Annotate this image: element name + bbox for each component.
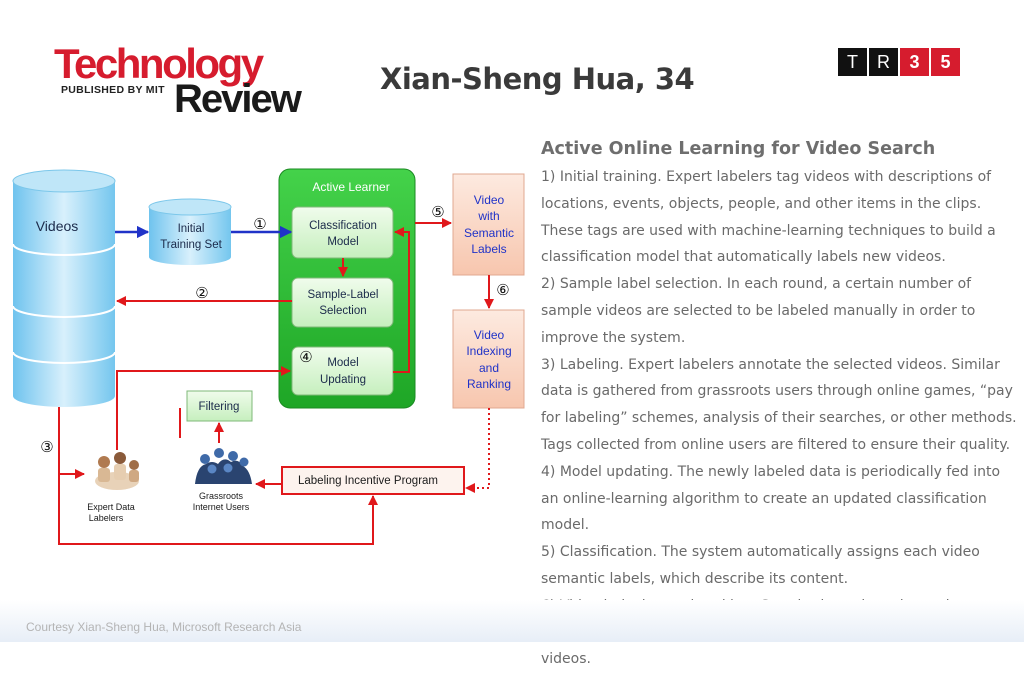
step-marker-2: ② <box>195 285 209 302</box>
badge-letter-r: R <box>869 48 898 76</box>
initial-training-set-label-2: Training Set <box>160 239 222 251</box>
article-step-4: 4) Model updating. The newly labeled data is periodically fed into an online-learning algorithm to create an updated classification model. <box>541 463 1001 534</box>
video-indexing-ranking-line-4: Ranking <box>466 377 512 391</box>
labeling-incentive-program-label: Labeling Incentive Program <box>298 475 438 487</box>
video-indexing-ranking-line-2: Indexing <box>466 344 512 358</box>
step-marker-1: ① <box>253 216 267 233</box>
article-heading: Active Online Learning for Video Search <box>541 139 936 159</box>
step-marker-5: ⑤ <box>431 204 445 221</box>
video-indexing-ranking-line-3: and <box>478 361 500 375</box>
videos-label: Videos <box>35 218 79 234</box>
courtesy-credit: Courtesy Xian-Sheng Hua, Microsoft Research Asia <box>26 620 302 634</box>
classification-model-label-1: Classification <box>309 220 377 232</box>
article-step-2: 2) Sample label selection. In each round, a certain number of sample videos are selected to be labeled manually in order to improve the system. <box>541 276 976 346</box>
step-marker-3: ③ <box>40 439 54 456</box>
arrow-indexing-to-incentive <box>466 408 489 488</box>
active-learner-title: Active Learner <box>312 180 390 194</box>
badge-letter-t: T <box>838 48 867 76</box>
page-title: Xian-Sheng Hua, 34 <box>380 62 695 96</box>
expert-labelers-label-2: Labelers <box>88 513 124 523</box>
grassroots-users-label-2: Internet Users <box>192 502 250 512</box>
logo-published-by: PUBLISHED BY MIT <box>61 84 165 96</box>
model-updating-label-2: Updating <box>319 374 367 386</box>
initial-training-set <box>149 199 231 265</box>
labeling-incentive-program-box <box>282 467 464 494</box>
sample-label-selection-label-1: Sample-Label <box>307 289 379 301</box>
video-semantic-labels-box <box>453 174 524 275</box>
initial-training-set-label-1: Initial <box>177 223 205 235</box>
filtering-box <box>187 391 252 421</box>
classification-model-label-2: Model <box>327 236 359 248</box>
sample-label-selection-box <box>292 278 393 327</box>
article-step-6: videos. <box>541 651 591 668</box>
video-indexing-ranking-box <box>453 310 524 408</box>
badge-digit-3: 3 <box>900 48 929 76</box>
step-marker-6: ⑥ <box>496 282 510 299</box>
sample-label-selection-label-2: Selection <box>319 305 367 317</box>
grassroots-users-icon <box>195 448 252 484</box>
logo-review: Review <box>174 77 300 121</box>
article-step-1: 1) Initial training. Expert labelers tag videos with descriptions of locations, events, objects, people, and other items in the clips. These tags are used with machine-learning techniques to build a classification model that automatically labels new videos. <box>541 169 996 266</box>
video-semantic-labels-line-2: with <box>478 209 500 223</box>
badge-digit-5: 5 <box>931 48 960 76</box>
expert-labelers-icon <box>95 452 139 490</box>
logo-technology: Technology <box>54 40 262 87</box>
step-marker-4: ④ <box>299 349 313 366</box>
arrow-videos-to-experts <box>59 407 84 474</box>
video-semantic-labels-line-1: Video <box>473 193 505 207</box>
article-body <box>541 164 1019 673</box>
filtering-label: Filtering <box>198 401 240 413</box>
video-semantic-labels-line-4: Labels <box>471 242 507 256</box>
expert-labelers-label-1: Expert Data <box>87 502 135 512</box>
classification-model-box <box>292 207 393 258</box>
article-step-5: 5) Classification. The system automatically assigns each video semantic labels, which describe its content. <box>541 544 980 587</box>
grassroots-users-label-1: Grassroots <box>198 491 244 501</box>
videos-database <box>13 170 115 407</box>
model-updating-label-1: Model <box>327 357 359 369</box>
video-indexing-ranking-line-1: Video <box>473 328 505 342</box>
video-semantic-labels-line-3: Semantic <box>463 226 515 240</box>
article-step-3: 3) Labeling. Expert labelers annotate the selected videos. Similar data is gathered from grassroots users through online games, “pay for labeling” schemes, analysis of their searches, or other methods. Tags collected from online users are filtered to ensure their quality. <box>541 356 1017 453</box>
